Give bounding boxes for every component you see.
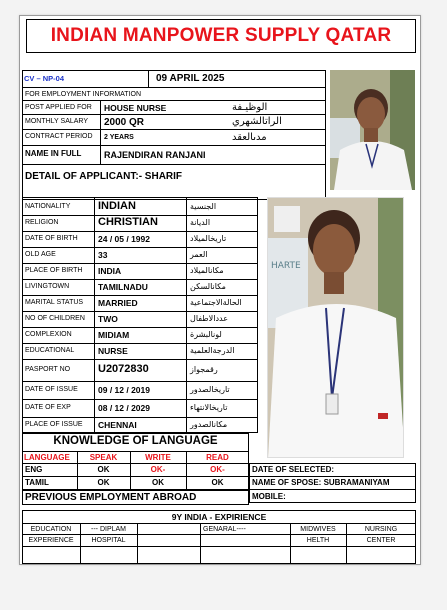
detail-arabic: الدرجةالعلمية <box>190 346 235 355</box>
edu-midwives: MIDWIVES <box>300 526 336 533</box>
edu-experience: EXPERIENCE <box>28 537 74 544</box>
detail-value: CHRISTIAN <box>98 216 158 228</box>
lang-tamil-write: OK <box>152 478 164 487</box>
detail-arabic: تاريخالميلاد <box>190 234 227 243</box>
edu-helth: HELTH <box>306 537 330 544</box>
detail-value: MARRIED <box>98 298 138 308</box>
detail-value: CHENNAI <box>98 420 137 430</box>
lang-eng-speak: OK <box>97 465 110 474</box>
experience-summary: 9Y INDIA - EXPIRIENCE <box>171 512 267 522</box>
detail-arabic: الديانة <box>190 218 211 227</box>
detail-arabic: تاريخالصدور <box>190 385 230 394</box>
name-label: NAME IN FULL <box>25 149 82 158</box>
contract-label: CONTRACT PERIOD <box>25 133 93 140</box>
detail-arabic: العمر <box>190 250 208 259</box>
for-employment-label: FOR EMPLOYMENT INFORMATION <box>25 91 142 98</box>
previous-title: PREVIOUS EMPLOYMENT ABROAD <box>25 492 197 503</box>
detail-value: 24 / 05 / 1992 <box>98 234 150 244</box>
lang-tamil-speak: OK <box>97 478 110 487</box>
detail-value: U2072830 <box>98 363 149 375</box>
detail-label: RELIGION <box>25 219 59 226</box>
detail-value: TAMILNADU <box>98 282 148 292</box>
detail-value: MIDIAM <box>98 330 130 340</box>
lang-header-speak: SPEAK <box>89 453 118 462</box>
cv-sheet <box>19 15 421 565</box>
detail-label: PASPORT NO <box>25 366 71 373</box>
applicant-photo-small <box>330 70 415 190</box>
detail-value: TWO <box>98 314 118 324</box>
edu-education: EDUCATION <box>30 526 72 533</box>
detail-arabic: تاريخالانتهاء <box>190 403 228 412</box>
lang-tamil-read: OK <box>211 478 224 487</box>
lang-header-language: LANGUAGE <box>24 453 70 462</box>
contract-value: 2 YEARS <box>104 134 134 141</box>
detail-arabic: رقمجواز <box>190 365 218 374</box>
lang-header-read: READ <box>206 453 229 462</box>
salary-ar: الراتالشهري <box>232 116 282 127</box>
mobile: MOBILE: <box>252 492 286 501</box>
detail-label: PLACE OF BIRTH <box>25 267 83 274</box>
post-ar: الوظيـفة <box>232 102 268 113</box>
detail-value: NURSE <box>98 346 128 356</box>
detail-arabic: الجنسية <box>190 202 217 211</box>
detail-label: DATE OF EXP <box>25 404 71 411</box>
edu-hospital: HOSPITAL <box>91 537 126 544</box>
detail-arabic: الحالةالاجتماعية <box>190 298 242 307</box>
post-label: POST APPLIED FOR <box>25 104 92 111</box>
detail-value: 09 / 12 / 2019 <box>98 385 150 395</box>
detail-value: INDIA <box>98 266 122 276</box>
edu-genaral: GENARAL---- <box>203 526 246 533</box>
detail-label: MARITAL STATUS <box>25 299 84 306</box>
svg-text:HARTE: HARTE <box>271 261 301 271</box>
salary-label: MONTHLY SALARY <box>25 118 89 125</box>
detail-label: DATE OF BIRTH <box>25 235 78 242</box>
cv-date: 09 APRIL 2025 <box>156 73 225 84</box>
contract-ar: مدىالعقد <box>232 132 267 143</box>
applicant-photo-large <box>267 197 404 458</box>
detail-label: COMPLEXION <box>25 331 72 338</box>
name-value: RAJENDIRAN RANJANI <box>104 150 206 160</box>
spouse-name: NAME OF SPOSE: SUBRAMANIYAM <box>252 478 390 487</box>
detail-label: OLD AGE <box>25 251 56 258</box>
lang-eng: ENG <box>25 465 43 474</box>
detail-label: PLACE OF ISSUE <box>25 421 83 428</box>
detail-label: LIVINGTOWN <box>25 283 70 290</box>
lang-eng-write: OK- <box>150 465 166 474</box>
edu-diplam: --- DIPLAM <box>91 526 126 533</box>
lang-tamil: TAMIL <box>25 478 49 487</box>
date-selected: DATE OF SELECTED: <box>252 465 335 474</box>
detail-value: INDIAN <box>98 200 136 212</box>
detail-arabic: عددالاطفال <box>190 314 228 323</box>
edu-center: CENTER <box>366 537 396 544</box>
lang-header-write: WRITE <box>145 453 171 462</box>
lang-eng-read: OK- <box>210 465 225 474</box>
detail-arabic: لونالبشرة <box>190 330 222 339</box>
detail-arabic: مكانالميلاد <box>190 266 224 275</box>
detail-arabic: مكانالصدور <box>190 420 228 429</box>
language-title: KNOWLEDGE OF LANGUAGE <box>53 435 218 447</box>
post-value: HOUSE NURSE <box>104 103 167 113</box>
detail-value: 33 <box>98 250 108 260</box>
detail-label: DATE OF ISSUE <box>25 386 78 393</box>
detail-value: 08 / 12 / 2029 <box>98 403 150 413</box>
edu-nursing: NURSING <box>364 526 398 533</box>
detail-label: NO OF CHILDREN <box>25 315 85 322</box>
applicant-detail: DETAIL OF APPLICANT:- SHARIF <box>25 171 183 182</box>
detail-arabic: مكانالسكن <box>190 282 226 291</box>
salary-value: 2000 QR <box>104 117 145 128</box>
detail-label: NATIONALITY <box>25 203 71 210</box>
page-title: INDIAN MANPOWER SUPPLY QATAR <box>26 19 416 53</box>
detail-label: EDUCATIONAL <box>25 347 75 354</box>
cv-number: CV – NP-04 <box>24 74 65 83</box>
